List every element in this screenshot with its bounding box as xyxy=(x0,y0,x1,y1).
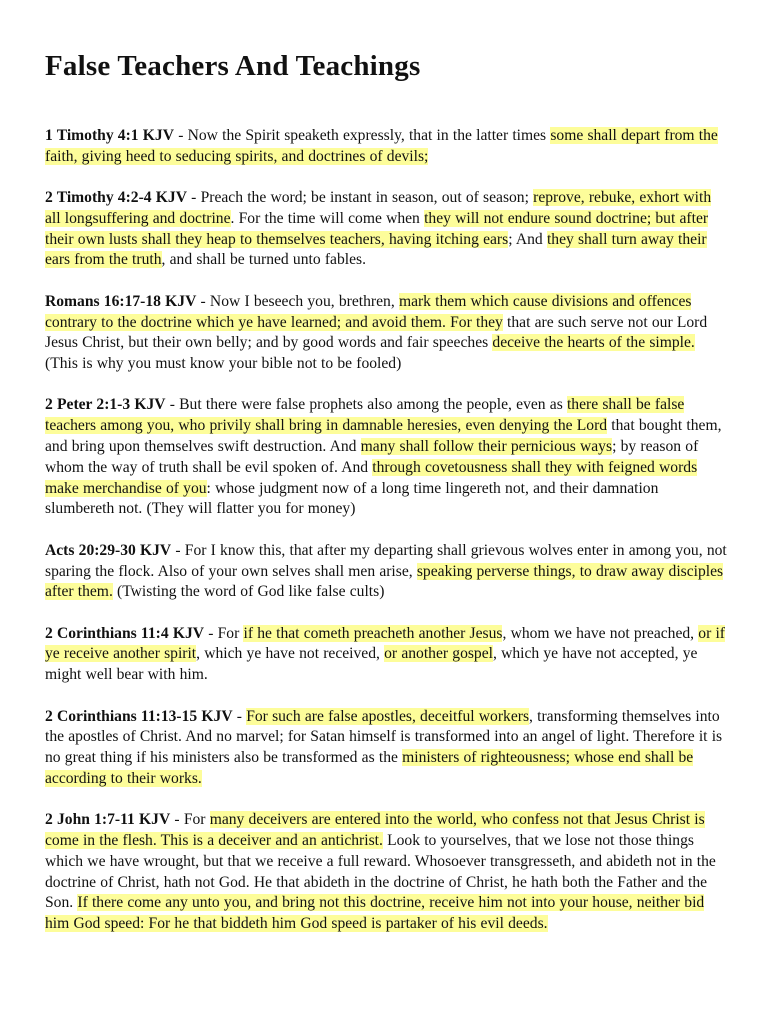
verse-text: - For xyxy=(170,811,210,829)
verse-text: - Preach the word; be instant in season, out of season; xyxy=(186,189,534,207)
verse-text: : whose judgment now of a long time lingereth not, and their damnation slumbereth not. (They will flatter you for money) xyxy=(45,479,659,518)
highlighted-text: many shall follow their pernicious ways xyxy=(360,438,613,456)
verse-text: , whom we have not preached, xyxy=(502,624,699,642)
verse-text: Look to yourselves, that we lose not those things which we have wrought, but that we receive a full reward. Whosoever transgresseth, and abideth not in the doctrine of Christ, hath not God. He that abideth in the doctrine of Christ, he hath both the Father and the Son. xyxy=(45,832,716,912)
highlighted-text: reprove, rebuke, exhort with all longsuffering and doctrine xyxy=(45,189,712,227)
verse-list xyxy=(45,126,728,935)
verse-paragraph xyxy=(45,188,728,271)
highlighted-text: they shall turn away their ears from the truth xyxy=(45,230,707,269)
highlighted-text: many deceivers are entered into the world, who confess not that Jesus Christ is come in the flesh. This is a deceiver and an antichrist. xyxy=(45,811,705,850)
page-title: False Teachers And Teachings xyxy=(45,50,421,82)
verse-text: - Now I beseech you, brethren, xyxy=(196,292,399,310)
verse-text: (Twisting the word of God like false cults) xyxy=(112,583,385,601)
verse-paragraph xyxy=(45,541,728,603)
highlighted-text: if he that cometh preacheth another Jesus xyxy=(243,624,503,642)
verse-text: - Now the Spirit speaketh expressly, that in the latter times xyxy=(174,127,551,144)
highlighted-text: ministers of righteousness; whose end shall be according to their works. xyxy=(45,749,694,787)
verse-text: ; by reason of whom the way of truth shall be evil spoken of. And xyxy=(45,438,699,476)
verse-paragraph xyxy=(45,126,728,168)
verse-paragraph xyxy=(45,292,728,375)
verse-text: - For xyxy=(204,624,244,642)
verse-text: ; And xyxy=(508,230,547,248)
verse-reference: Romans 16:17-18 KJV xyxy=(45,292,197,310)
verse-paragraph xyxy=(45,624,728,686)
highlighted-text: some shall depart from the faith, giving heed to seducing spirits, and doctrines of devils; xyxy=(45,127,718,165)
highlighted-text: speaking perverse things, to draw away disciples after them. xyxy=(45,562,724,601)
verse-text: , and shall be turned unto fables. xyxy=(161,251,366,269)
verse-reference: 2 Corinthians 11:13-15 KJV xyxy=(45,707,233,725)
verse-text: - xyxy=(232,707,247,725)
verse-reference: 2 Timothy 4:2-4 KJV xyxy=(45,189,187,207)
verse-text: - For I know this, that after my departing shall grievous wolves enter in among you, not sparing the flock. Also of your own selves shall men arise, xyxy=(45,541,727,580)
verse-text: that bought them, and bring upon themselves swift destruction. And xyxy=(45,417,722,456)
verse-paragraph xyxy=(45,707,728,790)
verse-text: , transforming themselves into the apostles of Christ. And no marvel; for Satan himself is transformed into an angel of light. Therefore it is no great thing if his ministers also be transformed as the xyxy=(45,707,723,767)
highlighted-text: If there come any unto you, and bring not this doctrine, receive him not into your house, neither bid him God speed: For he that biddeth him God speed is partaker of his evil deeds. xyxy=(45,894,705,933)
highlighted-text: or another gospel xyxy=(384,645,493,663)
verse-reference: Acts 20:29-30 KJV xyxy=(45,541,172,559)
highlighted-text: For such are false apostles, deceitful workers xyxy=(246,707,530,725)
verse-text: - But there were false prophets also among the people, even as xyxy=(165,396,567,414)
verse-reference: 2 Peter 2:1-3 KJV xyxy=(45,396,166,414)
verse-reference: 2 John 1:7-11 KJV xyxy=(45,811,171,829)
highlighted-text: mark them which cause divisions and offences contrary to the doctrine which ye have learned; and avoid them. For they xyxy=(45,292,692,331)
highlighted-text: deceive the hearts of the simple. xyxy=(492,334,695,352)
verse-text: , which ye have not received, xyxy=(196,645,385,663)
highlighted-text: through covetousness shall they with feigned words make merchandise of you xyxy=(45,458,698,497)
verse-paragraph xyxy=(45,810,728,935)
verse-text: that are such serve not our Lord Jesus Christ, but their own belly; and by good words and fair speeches xyxy=(45,313,708,352)
highlighted-text: there shall be false teachers among you, who privily shall bring in damnable heresies, even denying the Lord xyxy=(45,396,685,435)
verse-text: , which ye have not accepted, ye might well bear with him. xyxy=(45,645,698,684)
verse-reference: 1 Timothy 4:1 KJV xyxy=(45,127,174,144)
verse-paragraph xyxy=(45,395,728,520)
highlighted-text: they will not endure sound doctrine; but after their own lusts shall they heap to themselves teachers, having itching ears xyxy=(45,209,709,248)
verse-text: . For the time will come when xyxy=(230,209,425,227)
highlighted-text: or if ye receive another spirit xyxy=(45,624,725,663)
verse-reference: 2 Corinthians 11:4 KJV xyxy=(45,624,205,642)
verse-text: (This is why you must know your bible not to be fooled) xyxy=(45,355,402,373)
